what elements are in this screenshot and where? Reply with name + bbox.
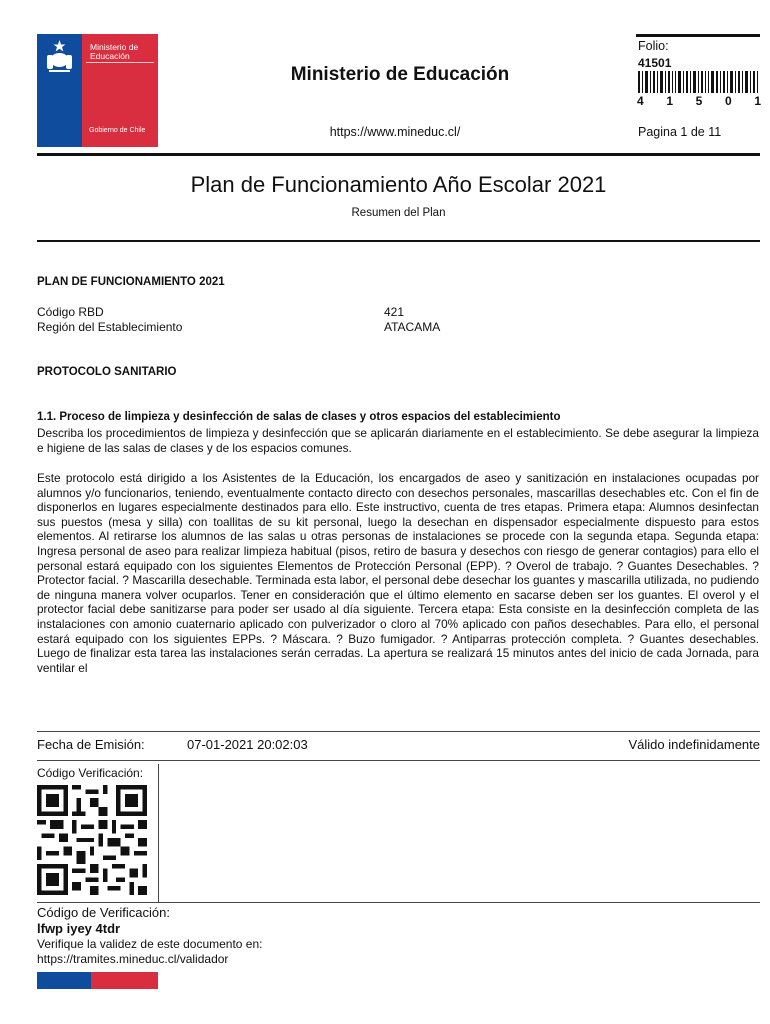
flag-stripe-red <box>91 972 158 989</box>
footer-bottom-rule <box>37 902 760 903</box>
folio-label: Folio: <box>638 39 669 53</box>
ministry-title: Ministerio de Educación <box>290 64 510 85</box>
qr-divider <box>158 764 159 902</box>
verification-code: lfwp iyey 4tdr <box>37 921 121 936</box>
folio-number: 41501 <box>638 56 672 70</box>
logo-text-line2: Educación <box>90 51 130 61</box>
field-label-rbd: Código RBD <box>37 305 104 319</box>
validity-text: Válido indefinidamente <box>628 737 760 752</box>
logo-footer-text: Gobierno de Chile <box>89 127 146 134</box>
footer-mid-rule <box>37 760 760 761</box>
verification-label: Código de Verificación: <box>37 905 170 920</box>
protocol-item-title: 1.1. Proceso de limpieza y desinfección de salas de clases y otros espacios del establecimiento <box>37 411 561 423</box>
field-value-rbd: 421 <box>384 305 405 319</box>
protocol-heading: PROTOCOLO SANITARIO <box>37 366 177 378</box>
barcode-digit: 1 <box>754 94 761 108</box>
page-indicator: Pagina 1 de 11 <box>638 125 722 139</box>
title-rule <box>37 240 760 242</box>
protocol-item-body: Este protocolo está dirigido a los Asistentes de la Educación, los encargados de aseo y sanitización en instalaciones ocupadas por alumnos y/o funcionarios, teniendo, eventualmente contacto directo con desechos personales, mascarillas desechables etc. Con el fin de disponerlos en lugares especialmente destinados para ello. Este instructivo, cuenta de tres etapas. Primera etapa: Alumnos desinfectan sus puestos (mesa y silla) con toallitas de su kit personal, luego la desechan en dispensador especialmente dispuesto para estos elementos. Al retirarse los alumnos de las salas u otras personas de instalaciones se procede con la segunda etapa. Segunda etapa: Ingresa personal de aseo para realizar limpieza habitual (pisos, retiro de basura y desechos con riesgo de generar contagios) para ello el personal estará equipado con los siguientes Elementos de Protección Personal (EPP). ? Overol de trabajo. ? Guantes Desechables. ? Protector facial. ? Mascarilla desechable. Terminada esta labor, el personal debe desechar los guantes y mascarilla utilizada, no pudiendo de ninguna manera volver ocuparlos. Tener en consideración que el último elemento en sacarse deben ser los guantes. El overol y el protector facial debe sanitizarse para poder ser usado al día siguiente. Tercera etapa: Esta consiste en la desinfección completa de las instalaciones con amonio cuaternario aplicado con pulverizador o cloro al 70% aplicado con paños desechables. Para ello, el personal estará equipado con los siguientes EPPs. ? Máscara. ? Buzo fumigador. ? Antiparras protección completa. ? Guantes desechables. Luego de finalizar esta tarea las instalaciones serán cerradas. La apertura se realizará 15 minutos antes del inicio de cada Jornada, para ventilar el <box>37 471 759 675</box>
qr-code-icon <box>37 785 147 895</box>
plan-heading: PLAN DE FUNCIONAMIENTO 2021 <box>37 276 225 288</box>
ministry-url: https://www.mineduc.cl/ <box>329 125 461 139</box>
field-value-region: ATACAMA <box>384 320 441 334</box>
field-label-region: Región del Establecimiento <box>37 320 183 334</box>
logo-text-line1: Ministerio de <box>90 42 139 52</box>
document-title: Plan de Funcionamiento Año Escolar 2021 <box>190 172 607 197</box>
ministry-logo <box>37 34 158 147</box>
folio-top-rule <box>636 34 760 37</box>
verify-url[interactable]: https://tramites.mineduc.cl/validador <box>37 952 229 966</box>
document-subtitle: Resumen del Plan <box>351 207 446 219</box>
logo-divider <box>86 62 154 63</box>
barcode-digits <box>637 94 761 108</box>
footer-top-rule <box>37 731 760 732</box>
emission-label: Fecha de Emisión: <box>37 737 145 752</box>
emission-date: 07-01-2021 20:02:03 <box>187 737 308 752</box>
coat-of-arms-icon <box>37 34 82 79</box>
qr-label: Código Verificación: <box>37 766 144 780</box>
verify-instruction: Verifique la validez de este documento en: <box>37 937 263 951</box>
barcode-digit: 0 <box>724 94 732 108</box>
barcode-digit: 4 <box>637 94 644 108</box>
protocol-item-prompt: Describa los procedimientos de limpieza y desinfección que se aplicarán diariamente en el establecimiento. Se debe asegurar la limpieza e higiene de las salas de clases y de los espacios comunes. <box>37 426 759 455</box>
flag-stripe-blue <box>37 972 91 989</box>
logo-blue-panel <box>37 34 82 147</box>
barcode-icon <box>638 71 758 93</box>
header-rule <box>37 153 760 156</box>
barcode-digit: 1 <box>666 94 674 108</box>
barcode-digit: 5 <box>695 94 703 108</box>
